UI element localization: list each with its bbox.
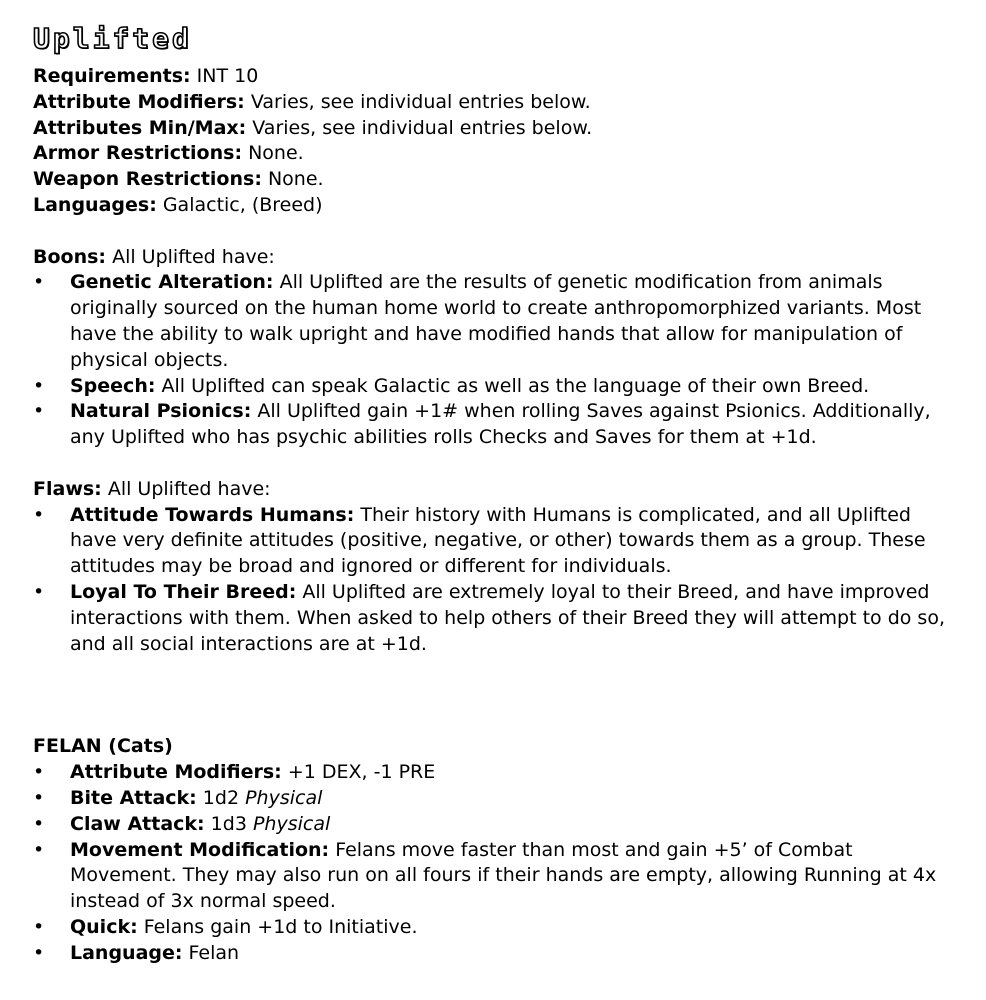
stat-attributes-min-max: [33, 116, 963, 142]
felan-heading: [33, 734, 963, 760]
item-label: Bite Attack:: [70, 786, 197, 809]
boons-heading: [33, 245, 963, 271]
bullet-icon: •: [33, 915, 45, 938]
felan-section: [33, 734, 963, 966]
item-label: Attitude Towards Humans:: [70, 503, 355, 526]
list-item: [33, 915, 963, 941]
list-item: [33, 786, 963, 812]
bullet-icon: •: [33, 580, 45, 603]
stat-label: Attributes Min/Max:: [33, 116, 247, 139]
stat-value: None.: [261, 168, 324, 191]
stat-label: Requirements:: [33, 65, 191, 87]
stat-label: Armor Restrictions:: [33, 142, 243, 165]
item-text: +1 DEX, -1 PRE: [281, 761, 436, 784]
item-label: Loyal To Their Breed:: [70, 580, 297, 603]
bullet-icon: •: [33, 400, 45, 423]
stat-weapon-restrictions: [33, 167, 963, 193]
boons-label: Boons:: [33, 245, 107, 268]
bullet-icon: •: [33, 374, 45, 397]
list-item: [33, 812, 963, 838]
item-label: Claw Attack:: [70, 812, 205, 835]
section-title: Uplifted: [33, 22, 192, 55]
spacer: [33, 657, 963, 734]
item-text: Felans gain +1d to Initiative.: [137, 915, 418, 938]
item-label: Movement Modification:: [70, 838, 330, 861]
stat-languages: [33, 193, 963, 219]
item-text: 1d3: [204, 812, 253, 835]
item-text: Their history with Humans is complicated, and all Uplifted have very definite attitudes (positive, negative, or other) towards them as a group. These attitudes may be broad and ignored or different for individuals.: [70, 503, 926, 578]
felan-list: [33, 760, 963, 966]
list-item: [33, 503, 963, 580]
stat-label: Attribute Modifiers:: [33, 90, 245, 113]
item-text: 1d2: [196, 786, 246, 809]
item-label: Quick:: [70, 915, 138, 938]
felan-heading-text: FELAN (Cats): [33, 735, 173, 758]
bullet-icon: •: [33, 786, 45, 809]
item-label: Language:: [70, 941, 183, 964]
flaws-intro: All Uplifted have:: [101, 477, 271, 500]
bullet-icon: •: [33, 838, 45, 861]
bullet-icon: •: [33, 812, 45, 835]
item-text: All Uplifted can speak Galactic as well as the language of their own Breed.: [155, 374, 870, 397]
list-item: [33, 941, 963, 967]
bullet-icon: •: [33, 941, 45, 964]
item-text: Felans move faster than most and gain +5’ of Combat Movement. They may also run on all fours if their hands are empty, allowing Running at 4x instead of 3x normal speed.: [70, 838, 937, 913]
boons-intro: All Uplifted have:: [106, 245, 275, 268]
list-item: [33, 374, 963, 400]
boons-list: [33, 270, 963, 451]
item-label: Genetic Alteration:: [70, 271, 274, 294]
stat-requirements: [33, 64, 963, 90]
item-text: All Uplifted are extremely loyal to their Breed, and have improved interactions with them. When asked to help others of their Breed they will attempt to do so, and all social interactions are at +1d.: [70, 580, 945, 655]
bullet-icon: •: [33, 271, 45, 294]
bullet-icon: •: [33, 761, 45, 784]
stats-block: [33, 64, 963, 219]
list-item: [33, 270, 963, 373]
list-item: [33, 760, 963, 786]
flaws-label: Flaws:: [33, 477, 102, 500]
item-text: All Uplifted are the results of genetic modification from animals originally sourced on the human home world to create anthropomorphized variants. Most have the ability to walk upright and have modified hands that allow for manipulation of physical objects.: [70, 271, 922, 371]
boons-section: [33, 245, 963, 451]
item-text: All Uplifted gain +1# when rolling Saves against Psionics. Additionally, any Uplifted who has psychic abilities rolls Checks and Saves for them at +1d.: [70, 400, 931, 449]
stat-armor-restrictions: [33, 141, 963, 167]
list-item: [33, 399, 963, 451]
spacer: [33, 451, 963, 477]
flaws-list: [33, 503, 963, 658]
flaws-heading: [33, 477, 963, 503]
stat-value: INT 10: [190, 65, 259, 87]
item-text: Felan: [182, 941, 240, 964]
stat-value: Galactic, (Breed): [156, 193, 323, 216]
stat-value: None.: [242, 142, 304, 165]
stat-label: Languages:: [33, 193, 157, 216]
item-label: Natural Psionics:: [70, 400, 252, 423]
list-item: [33, 580, 963, 657]
item-label: Speech:: [70, 374, 156, 397]
stat-value: Varies, see individual entries below.: [244, 90, 591, 113]
document-page: [33, 22, 963, 967]
item-italic: Physical: [245, 786, 323, 809]
stat-value: Varies, see individual entries below.: [246, 116, 593, 139]
stat-attribute-modifiers: [33, 90, 963, 116]
bullet-icon: •: [33, 503, 45, 526]
stat-label: Weapon Restrictions:: [33, 168, 262, 191]
item-label: Attribute Modifiers:: [70, 761, 282, 784]
spacer: [33, 219, 963, 245]
item-italic: Physical: [252, 812, 331, 835]
list-item: [33, 838, 963, 915]
flaws-section: [33, 477, 963, 658]
